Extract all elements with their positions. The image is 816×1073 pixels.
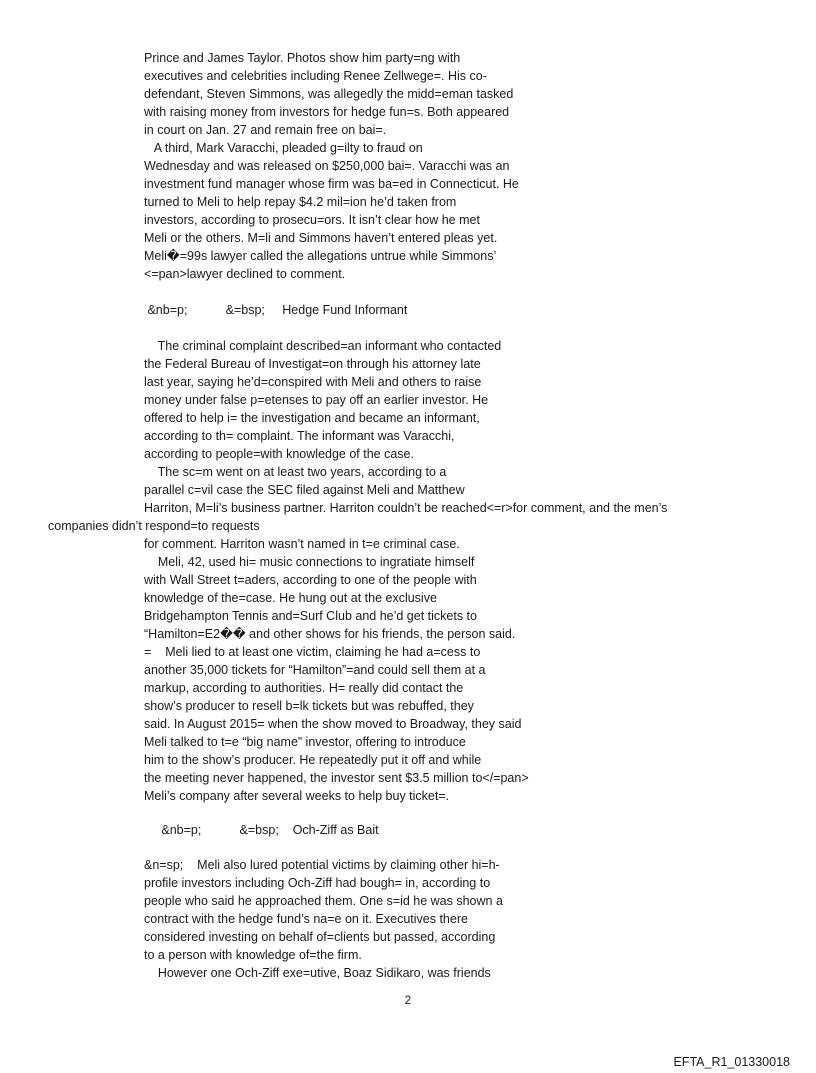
body-line: However one Och-Ziff exe=utive, Boaz Sidikaro, was friends: [144, 966, 491, 980]
body-line: Meli’s company after several weeks to help buy ticket=.: [144, 789, 450, 803]
body-line: offered to help i= the investigation and became an informant,: [144, 411, 480, 425]
body-line: Wednesday and was released on $250,000 bai=. Varacchi was an: [144, 159, 510, 173]
body-line: Meli�=99s lawyer called the allegations untrue while Simmons’: [144, 249, 497, 263]
body-line: = Meli lied to at least one victim, claiming he had a=cess to: [144, 645, 481, 659]
body-line: investment fund manager whose firm was ba=ed in Connecticut. He: [144, 177, 519, 191]
body-line: Prince and James Taylor. Photos show him party=ng with: [144, 51, 461, 65]
body-line: executives and celebrities including Renee Zellwege=. His co-: [144, 69, 487, 83]
body-line: parallel c=vil case the SEC filed against Meli and Matthew: [144, 483, 465, 497]
body-line: markup, according to authorities. H= really did contact the: [144, 681, 464, 695]
body-line: with raising money from investors for hedge fun=s. Both appeared: [144, 105, 510, 119]
body-line: &n=sp; Meli also lured potential victims by claiming other hi=h-: [144, 858, 500, 872]
body-line: to a person with knowledge of=the firm.: [144, 948, 362, 962]
body-line-overflow: companies didn’t respond=to requests: [48, 519, 260, 533]
body-line: turned to Meli to help repay $4.2 mil=ion he’d taken from: [144, 195, 457, 209]
body-line: profile investors including Och-Ziff had bough= in, according to: [144, 876, 491, 890]
bates-stamp: EFTA_R1_01330018: [673, 1055, 790, 1069]
body-line: in court on Jan. 27 and remain free on bai=.: [144, 123, 387, 137]
body-line: the Federal Bureau of Investigat=on through his attorney late: [144, 357, 481, 371]
body-line: according to th= complaint. The informant was Varacchi,: [144, 429, 455, 443]
body-line: last year, saying he’d=conspired with Meli and others to raise: [144, 375, 482, 389]
section-heading-och-ziff-as-bait: &nb=p; &=bsp; Och-Ziff as Bait: [144, 823, 379, 837]
body-line: defendant, Steven Simmons, was allegedly the midd=eman tasked: [144, 87, 514, 101]
body-line: A third, Mark Varacchi, pleaded g=ilty to fraud on: [144, 141, 423, 155]
body-line: investors, according to prosecu=ors. It isn’t clear how he met: [144, 213, 480, 227]
body-line: The sc=m went on at least two years, according to a: [144, 465, 447, 479]
body-line: the meeting never happened, the investor sent $3.5 million to</=pan>: [144, 771, 529, 785]
body-line: people who said he approached them. One s=id he was shown a: [144, 894, 503, 908]
body-line: Bridgehampton Tennis and=Surf Club and he’d get tickets to: [144, 609, 477, 623]
body-line: with Wall Street t=aders, according to one of the people with: [144, 573, 477, 587]
body-line: contract with the hedge fund’s na=e on it. Executives there: [144, 912, 468, 926]
body-line: said. In August 2015= when the show moved to Broadway, they said: [144, 717, 522, 731]
body-line: show’s producer to resell b=lk tickets but was rebuffed, they: [144, 699, 474, 713]
body-line: Meli or the others. M=li and Simmons haven’t entered pleas yet.: [144, 231, 498, 245]
body-line: Meli, 42, used hi= music connections to ingratiate himself: [144, 555, 475, 569]
section-heading-hedge-fund-informant: &nb=p; &=bsp; Hedge Fund Informant: [144, 303, 408, 317]
body-line: according to people=with knowledge of the case.: [144, 447, 414, 461]
body-line: knowledge of the=case. He hung out at the exclusive: [144, 591, 437, 605]
body-line: The criminal complaint described=an informant who contacted: [144, 339, 502, 353]
body-line: another 35,000 tickets for “Hamilton”=and could sell them at a: [144, 663, 486, 677]
body-line: “Hamilton=E2�� and other shows for his friends, the person said.: [144, 627, 516, 641]
body-line: him to the show’s producer. He repeatedly put it off and while: [144, 753, 482, 767]
body-line: <=pan>lawyer declined to comment.: [144, 267, 346, 281]
body-line: money under false p=etenses to pay off an earlier investor. He: [144, 393, 489, 407]
body-line: Meli talked to t=e “big name” investor, offering to introduce: [144, 735, 466, 749]
body-line: considered investing on behalf of=clients but passed, according: [144, 930, 496, 944]
page-number: 2: [404, 995, 412, 1007]
body-line: for comment. Harriton wasn’t named in t=e criminal case.: [144, 537, 460, 551]
body-line: Harriton, M=li’s business partner. Harriton couldn’t be reached<=r>for comment, and the men’s: [144, 501, 668, 515]
